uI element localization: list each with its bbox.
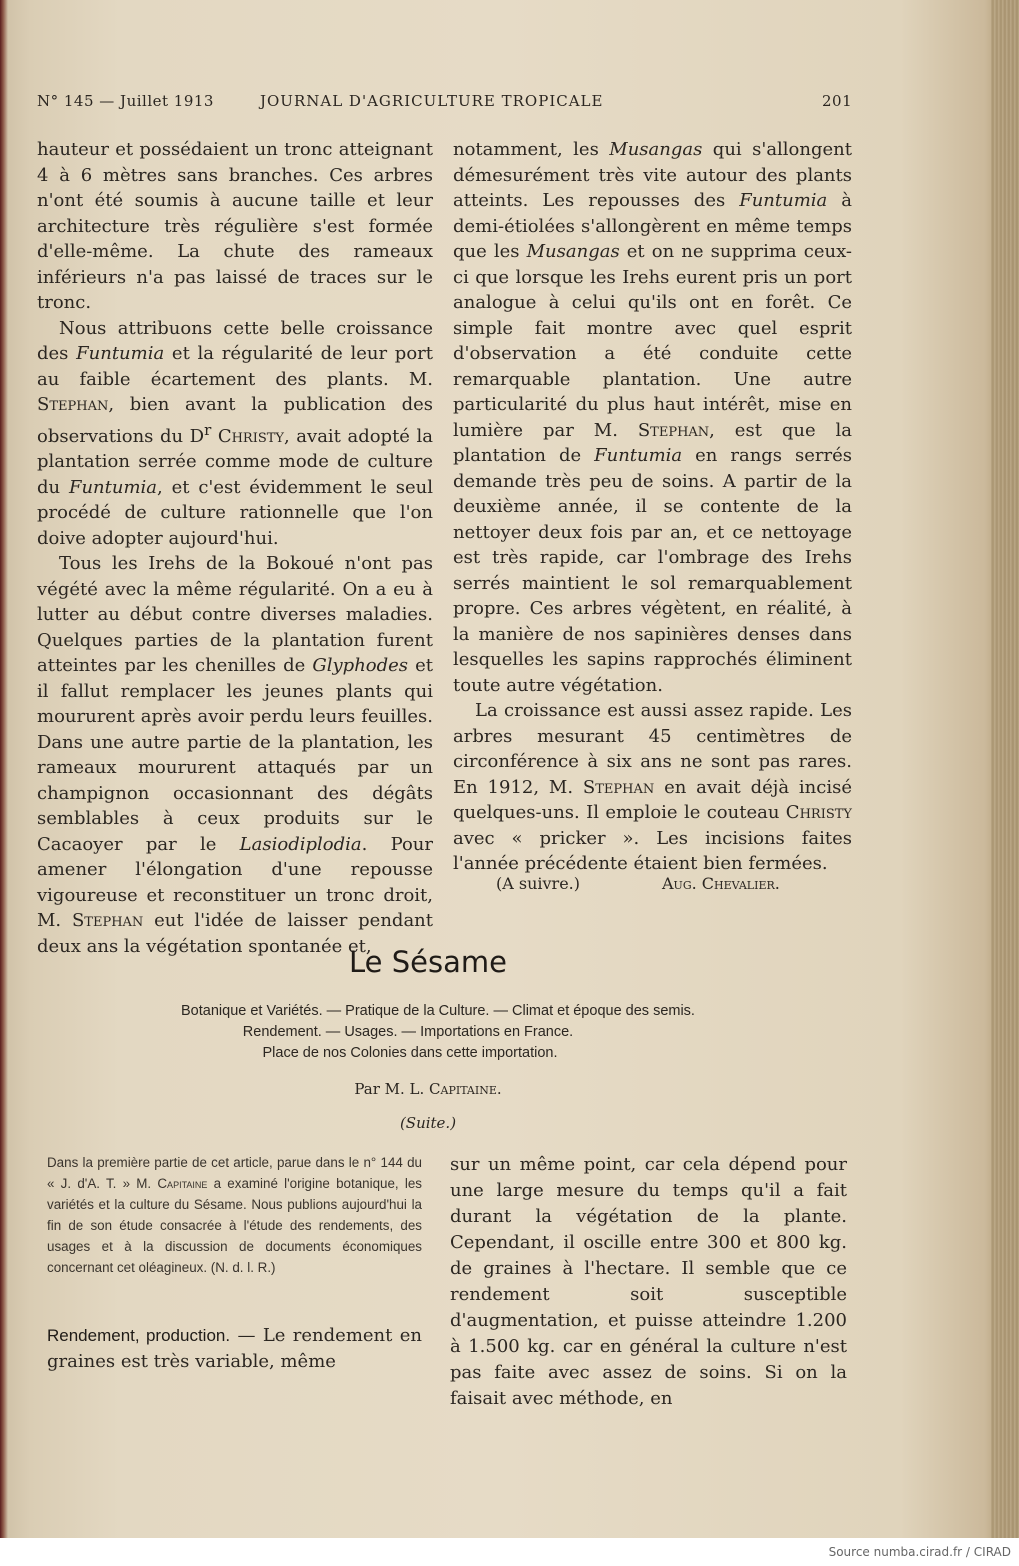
article-author: Aug. Chevalier. bbox=[662, 874, 780, 893]
source-credit: Source numba.cirad.fr / CIRAD bbox=[828, 1545, 1011, 1559]
paragraph: Nous attribuons cette belle croissance des Funtumia et la régularité de leur port au faible écartement des plants. M. Stephan, bien avant la publication des observations du $D^r$ Christy, avait adopté la plantation serrée comme mode de culture du Funtumia, et c'est évidemment le seul procédé de culture rationnelle que l'on doive adopter aujourd'hui. bbox=[37, 317, 434, 549]
paragraph: hauteur et possédaient un tronc atteignant 4 à 6 mètres sans branches. Ces arbres n'ont été soumis à aucune taille et leur architecture très régulière s'est formée d'elle-même. La chute des rameaux inférieurs n'a pas laissé de traces sur le tronc. bbox=[37, 139, 433, 313]
to-be-continued: (A suivre.) bbox=[496, 874, 580, 893]
issue-date: N° 145 — Juillet 1913 bbox=[37, 92, 214, 110]
paragraph: Tous les Irehs de la Bokoué n'ont pas végété avec la même régularité. On a eu à lutter au début contre diverses maladies. Quelques parties de la plantation furent atteintes par les chenilles de Glyphodes et il fallut remplacer les jeunes plants qui moururent après avoir perdu leurs feuilles. Dans une autre partie de la plantation, les rameaux moururent attaqués par un champignon occasionnant des dégâts semblables à ceux produits sur le Cacaoyer par le Lasiodiplodia. Pour amener l'élongation d'une repousse vigoureuse et reconstituer un tronc droit, M. Stephan eut l'idée de laisser pendant deux ans la végétation spontanée et, bbox=[37, 553, 434, 957]
paragraph: notamment, les Musangas qui s'allongent démesurément très vite autour des plants atteints. Les repousses des Funtumia à demi-étiolées s'allongèrent en même temps que les Musangas et on ne supprima ceux-ci que lorsque les Irehs eurent pris un port analogue à celui qu'ils ont en forêt. Ce simple fait montre avec quel esprit d'observation a été conduite cette remarquable plantation. Une autre particularité du plus haut intérêt, mise en lumière par M. Stephan, est que la plantation de Funtumia en rangs serrés demande très peu de soins. A partir de la deuxième année, il se contente de la nettoyer deux fois par an, et ce nettoyage est très rapide, car l'ombrage des Irehs serrés maintient le sol remarquablement propre. Ces arbres végètent, en réalité, à la manière de nos sapinières denses dans lesquelles les sapins rapprochés éliminent toute autre végétation. bbox=[453, 139, 853, 696]
page-number: 201 bbox=[822, 92, 853, 110]
article-right-column: sur un même point, car cela dépend pour une large mesure du temps qu'il a fait durant la végétation de la plante. Cependant, il oscille entre 300 et 800 kg. de graines à l'hectare. Il semble que ce rendement soit susceptible d'augmentation, et puisse atteindre 1.200 à 1.500 kg. car en général la culture n'est pas faite avec assez de soins. Si on la faisait avec méthode, en bbox=[450, 1154, 847, 1409]
left-column bbox=[37, 137, 433, 959]
page-stack-edge bbox=[991, 0, 1019, 1538]
section-heading: Rendement, production. bbox=[47, 1326, 231, 1345]
binding-edge bbox=[0, 0, 8, 1538]
continuation-marker: (Suite.) bbox=[399, 1114, 457, 1132]
article-subtitle: Rendement. — Usages. — Importations en France. bbox=[242, 1024, 574, 1040]
article-subtitle: Botanique et Variétés. — Pratique de la Culture. — Climat et époque des semis. bbox=[181, 1003, 695, 1019]
paragraph: La croissance est aussi assez rapide. Les arbres mesurant 45 centimètres de circonférence à six ans ne sont pas rares. En 1912, M. Stephan en avait déjà incisé quelques-uns. Il emploie le couteau Christy avec « pricker ». Les incisions faites l'année précédente étaient bien fermées. bbox=[453, 700, 852, 874]
byline: Par M. L. Capitaine. bbox=[354, 1080, 502, 1098]
article-subtitle: Place de nos Colonies dans cette importation. bbox=[262, 1045, 558, 1061]
right-column bbox=[453, 137, 852, 877]
article-title: Le Sésame bbox=[349, 945, 507, 979]
editor-note: Dans la première partie de cet article, parue dans le n° 144 du « J. d'A. T. » M. Capitaine a examiné l'origine botanique, les variétés et la culture du Sésame. Nous publions aujourd'hui la fin de son étude consacrée à l'étude des rendements, des usages et à la discussion de documents économiques concernant cet oléagineux. (N. d. l. R.) bbox=[47, 1155, 422, 1275]
section-paragraph: Rendement, production. — Le rendement en graines est très variable, même bbox=[47, 1325, 422, 1372]
journal-title: JOURNAL D'AGRICULTURE TROPICALE bbox=[260, 92, 604, 110]
